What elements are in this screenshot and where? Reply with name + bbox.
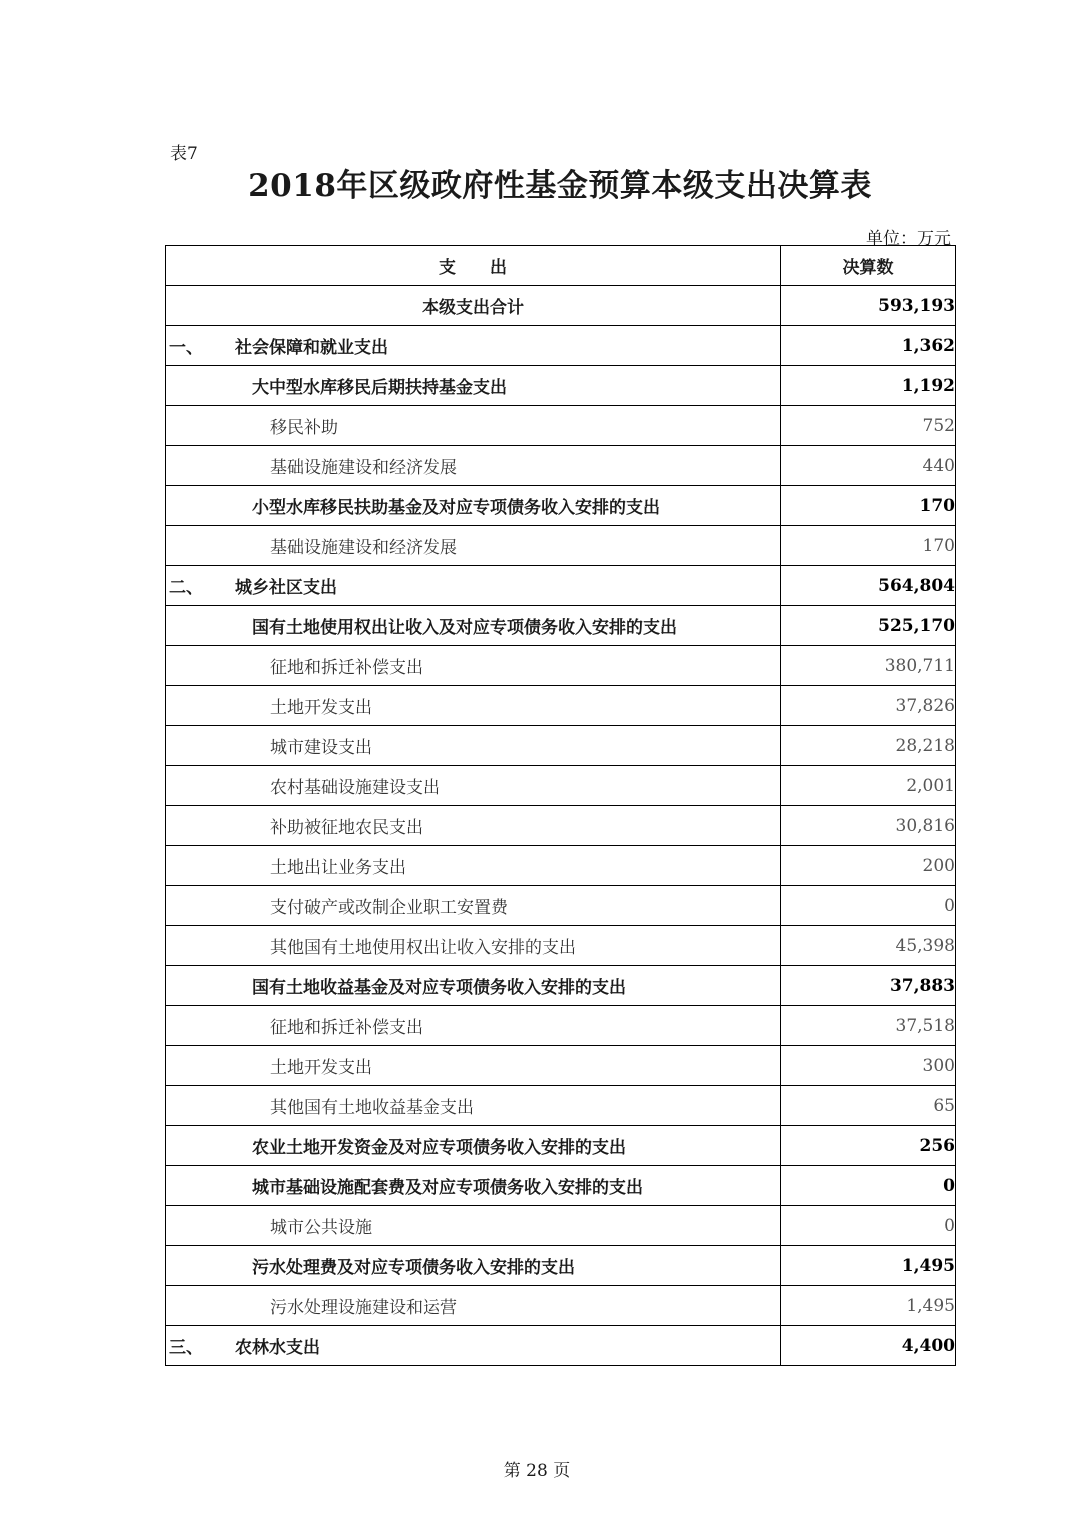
table-row	[166, 726, 956, 766]
table-row	[166, 1126, 956, 1166]
table-header-row	[166, 246, 956, 286]
row-label	[166, 326, 781, 366]
row-label: 土地开发支出	[166, 686, 781, 726]
row-value: 752	[781, 406, 956, 446]
row-label: 支付破产或改制企业职工安置费	[166, 886, 781, 926]
column-header-expenditure: 支 出	[166, 246, 781, 286]
row-value: 1,192	[781, 366, 956, 406]
row-label: 污水处理费及对应专项债务收入安排的支出	[166, 1246, 781, 1286]
row-value: 200	[781, 846, 956, 886]
page-number: 第 28 页	[503, 1461, 571, 1481]
table-row	[166, 846, 956, 886]
category-name: 城乡社区支出	[235, 578, 337, 598]
row-label: 农业土地开发资金及对应专项债务收入安排的支出	[166, 1126, 781, 1166]
row-value: 0	[781, 886, 956, 926]
row-value: 256	[781, 1126, 956, 1166]
table-row	[166, 806, 956, 846]
table-row	[166, 566, 956, 606]
row-value: 380,711	[781, 646, 956, 686]
total-label: 本级支出合计	[166, 286, 781, 326]
table-row	[166, 486, 956, 526]
row-value: 525,170	[781, 606, 956, 646]
document-title: 2018年区级政府性基金预算本级支出决算表	[248, 168, 872, 204]
table-row	[166, 446, 956, 486]
row-label: 城市建设支出	[166, 726, 781, 766]
table-row	[166, 1326, 956, 1366]
row-value: 30,816	[781, 806, 956, 846]
row-label: 土地开发支出	[166, 1046, 781, 1086]
table-number-label: 表7	[170, 144, 198, 164]
row-value: 0	[781, 1206, 956, 1246]
table-row	[166, 766, 956, 806]
row-label: 其他国有土地使用权出让收入安排的支出	[166, 926, 781, 966]
row-label	[166, 1326, 781, 1366]
row-label: 城市基础设施配套费及对应专项债务收入安排的支出	[166, 1166, 781, 1206]
table-row	[166, 1046, 956, 1086]
row-value: 564,804	[781, 566, 956, 606]
row-label: 农村基础设施建设支出	[166, 766, 781, 806]
category-ordinal: 二、	[169, 578, 203, 598]
row-value: 170	[781, 486, 956, 526]
row-value: 37,518	[781, 1006, 956, 1046]
row-label: 土地出让业务支出	[166, 846, 781, 886]
category-name: 社会保障和就业支出	[235, 338, 388, 358]
row-value: 37,883	[781, 966, 956, 1006]
row-label: 国有土地收益基金及对应专项债务收入安排的支出	[166, 966, 781, 1006]
row-value: 170	[781, 526, 956, 566]
expenditure-table	[165, 245, 956, 1366]
row-value: 300	[781, 1046, 956, 1086]
row-label: 征地和拆迁补偿支出	[166, 1006, 781, 1046]
row-label: 小型水库移民扶助基金及对应专项债务收入安排的支出	[166, 486, 781, 526]
row-label: 基础设施建设和经济发展	[166, 526, 781, 566]
table-row	[166, 1286, 956, 1326]
table-row	[166, 1206, 956, 1246]
table-row	[166, 606, 956, 646]
row-label: 污水处理设施建设和运营	[166, 1286, 781, 1326]
table-row	[166, 526, 956, 566]
total-row	[166, 286, 956, 326]
row-label: 基础设施建设和经济发展	[166, 446, 781, 486]
row-label: 国有土地使用权出让收入及对应专项债务收入安排的支出	[166, 606, 781, 646]
table-row	[166, 366, 956, 406]
row-value: 440	[781, 446, 956, 486]
unit-label: 单位：万元	[866, 229, 951, 249]
row-value: 0	[781, 1166, 956, 1206]
category-name: 农林水支出	[235, 1338, 320, 1358]
row-value: 4,400	[781, 1326, 956, 1366]
table-row	[166, 406, 956, 446]
row-label: 城市公共设施	[166, 1206, 781, 1246]
row-label: 补助被征地农民支出	[166, 806, 781, 846]
category-ordinal: 一、	[169, 338, 203, 358]
category-ordinal: 三、	[169, 1338, 203, 1358]
row-value: 1,495	[781, 1286, 956, 1326]
row-value: 45,398	[781, 926, 956, 966]
row-label: 大中型水库移民后期扶持基金支出	[166, 366, 781, 406]
row-label: 移民补助	[166, 406, 781, 446]
table-row	[166, 686, 956, 726]
column-header-final-amount: 决算数	[781, 246, 956, 286]
table-row	[166, 1246, 956, 1286]
table-row	[166, 1006, 956, 1046]
table-row	[166, 1086, 956, 1126]
total-value: 593,193	[781, 286, 956, 326]
row-value: 65	[781, 1086, 956, 1126]
row-label: 其他国有土地收益基金支出	[166, 1086, 781, 1126]
row-value: 1,362	[781, 326, 956, 366]
row-value: 1,495	[781, 1246, 956, 1286]
row-value: 37,826	[781, 686, 956, 726]
table-row	[166, 1166, 956, 1206]
table-row	[166, 966, 956, 1006]
row-label	[166, 566, 781, 606]
table-row	[166, 646, 956, 686]
table-row	[166, 926, 956, 966]
table-row	[166, 326, 956, 366]
row-label: 征地和拆迁补偿支出	[166, 646, 781, 686]
row-value: 28,218	[781, 726, 956, 766]
table-row	[166, 886, 956, 926]
row-value: 2,001	[781, 766, 956, 806]
